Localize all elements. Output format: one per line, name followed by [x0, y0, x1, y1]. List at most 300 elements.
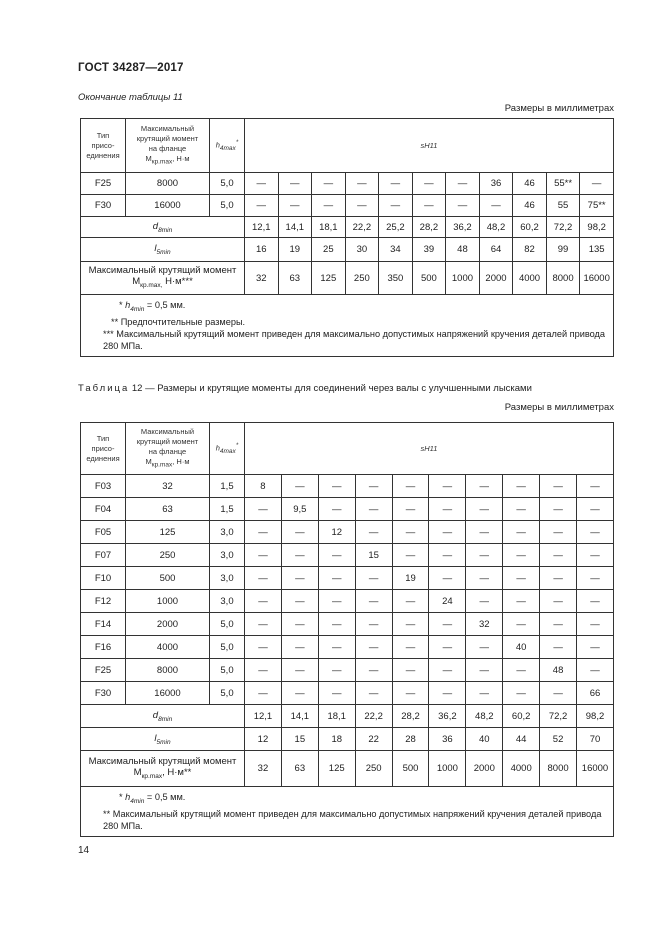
value-cell: 125 — [312, 262, 346, 295]
type-cell: F30 — [81, 682, 126, 705]
value-cell: — — [577, 659, 614, 682]
value-cell: — — [345, 195, 379, 217]
value-cell: — — [245, 173, 279, 195]
value-cell: — — [245, 498, 282, 521]
note-text: = 0,5 мм. — [144, 300, 186, 310]
value-cell: 36,2 — [429, 705, 466, 728]
value-cell: 44 — [503, 728, 540, 751]
table12-notes — [81, 787, 614, 837]
sub: 4min — [130, 305, 145, 313]
value-cell: — — [312, 195, 346, 217]
table12 — [80, 422, 614, 837]
value-cell: — — [245, 195, 279, 217]
sub: 5min — [156, 738, 171, 746]
sym: h — [215, 443, 220, 453]
head-text — [126, 457, 209, 471]
sym: M — [145, 456, 152, 466]
note-1 — [85, 791, 609, 808]
value-cell: — — [355, 659, 392, 682]
value-cell: — — [446, 195, 480, 217]
sub: 5min — [156, 248, 171, 256]
type-cell: F04 — [81, 498, 126, 521]
value-cell: 48 — [540, 659, 577, 682]
head-text: единения — [86, 453, 120, 463]
value-cell: 55** — [546, 173, 580, 195]
head-text: присо- — [91, 140, 115, 150]
value-cell: 18,1 — [318, 705, 355, 728]
table-row — [81, 195, 614, 217]
sub: 8min — [158, 715, 173, 723]
value-cell: — — [318, 613, 355, 636]
note-mark: * — [119, 792, 126, 802]
unit: , Н·м — [172, 153, 190, 163]
value-cell: 46 — [513, 173, 547, 195]
value-cell: — — [503, 544, 540, 567]
value-cell: — — [355, 567, 392, 590]
value-cell: — — [429, 544, 466, 567]
table11-notes — [81, 295, 614, 357]
value-cell: 18,1 — [312, 217, 346, 238]
type-cell: F03 — [81, 475, 126, 498]
value-cell: — — [392, 613, 429, 636]
value-cell: 22,2 — [345, 217, 379, 238]
value-cell: — — [281, 636, 318, 659]
table-row — [81, 544, 614, 567]
type-cell: F25 — [81, 173, 126, 195]
sym: M — [133, 766, 142, 778]
head-text: Максимальный — [140, 426, 195, 436]
value-cell: — — [281, 682, 318, 705]
h4max-cell: 3,0 — [210, 544, 245, 567]
value-cell: 8000 — [540, 751, 577, 787]
value-cell: 350 — [379, 262, 413, 295]
head-text: крутящий момент — [136, 436, 199, 446]
value-cell: 15 — [355, 544, 392, 567]
value-cell: 1000 — [429, 751, 466, 787]
table11-d8-row — [81, 217, 614, 238]
value-cell: — — [540, 682, 577, 705]
caption-prefix: Таблица — [78, 383, 130, 394]
value-cell: — — [577, 475, 614, 498]
sym: M — [132, 276, 141, 288]
value-cell: — — [245, 567, 282, 590]
value-cell: — — [577, 567, 614, 590]
d8-label — [81, 217, 245, 238]
head-text — [126, 154, 209, 168]
value-cell: — — [540, 590, 577, 613]
sym: h — [215, 140, 220, 150]
value-cell: — — [318, 498, 355, 521]
value-cell: — — [281, 544, 318, 567]
value-cell: 32 — [245, 751, 282, 787]
value-cell: 63 — [278, 262, 312, 295]
table11-continuation-label: Окончание таблицы 11 — [78, 92, 183, 103]
value-cell: 55 — [546, 195, 580, 217]
d8-label — [81, 705, 245, 728]
torque-cell: 500 — [126, 567, 210, 590]
table-row — [81, 682, 614, 705]
torque-cell: 32 — [126, 475, 210, 498]
value-cell: — — [355, 613, 392, 636]
value-cell: 70 — [577, 728, 614, 751]
h4max-cell: 3,0 — [210, 567, 245, 590]
value-cell: — — [392, 682, 429, 705]
value-cell: 72,2 — [546, 217, 580, 238]
value-cell: 72,2 — [540, 705, 577, 728]
value-cell: — — [503, 498, 540, 521]
value-cell: — — [466, 521, 503, 544]
value-cell: 8 — [245, 475, 282, 498]
sym: l — [154, 732, 157, 744]
note-2: ** Предпочтительные размеры. — [111, 316, 246, 327]
note-1 — [85, 299, 609, 316]
head-text: присо- — [91, 443, 115, 453]
value-cell: — — [577, 544, 614, 567]
sub: кр.max, — [140, 281, 163, 289]
value-cell: 12 — [318, 521, 355, 544]
mark: * — [235, 139, 239, 146]
torque-cell: 250 — [126, 544, 210, 567]
value-cell: 24 — [429, 590, 466, 613]
document-header: ГОСТ 34287—2017 — [78, 62, 184, 74]
value-cell: — — [503, 521, 540, 544]
value-cell: — — [392, 659, 429, 682]
value-cell: 22 — [355, 728, 392, 751]
value-cell: — — [503, 682, 540, 705]
table12-units: Размеры в миллиметрах — [504, 402, 614, 413]
value-cell: — — [503, 590, 540, 613]
value-cell: — — [318, 475, 355, 498]
col-header-sh11: sH11 — [245, 119, 614, 173]
value-cell: — — [355, 590, 392, 613]
value-cell: — — [540, 567, 577, 590]
table-row — [81, 567, 614, 590]
value-cell: — — [412, 173, 446, 195]
value-cell: 40 — [503, 636, 540, 659]
value-cell: 25,2 — [379, 217, 413, 238]
value-cell: 250 — [355, 751, 392, 787]
note-3: *** Максимальный крутящий момент приведен для максимально допустимых напряжений кручения деталей привода 280 МПа. — [103, 328, 606, 351]
h4max-cell: 3,0 — [210, 521, 245, 544]
sym: M — [145, 153, 152, 163]
value-cell: — — [540, 636, 577, 659]
type-cell: F14 — [81, 613, 126, 636]
value-cell: 19 — [278, 238, 312, 262]
value-cell: 48,2 — [466, 705, 503, 728]
value-cell: 22,2 — [355, 705, 392, 728]
value-cell: 60,2 — [503, 705, 540, 728]
value-cell: 125 — [318, 751, 355, 787]
value-cell: — — [466, 682, 503, 705]
table12-body — [81, 475, 614, 705]
type-cell: F25 — [81, 659, 126, 682]
table-row — [81, 173, 614, 195]
value-cell: 12,1 — [245, 705, 282, 728]
value-cell: 39 — [412, 238, 446, 262]
table11-mk-row — [81, 262, 614, 295]
value-cell: 28,2 — [392, 705, 429, 728]
value-cell: 19 — [392, 567, 429, 590]
table12-mk-row — [81, 751, 614, 787]
value-cell: 60,2 — [513, 217, 547, 238]
sub: кр.max — [151, 461, 173, 469]
col-header-h4max — [210, 423, 245, 475]
value-cell: — — [318, 544, 355, 567]
head-text: Максимальный — [140, 123, 195, 133]
value-cell: — — [281, 475, 318, 498]
page-number: 14 — [78, 845, 90, 856]
value-cell: — — [429, 682, 466, 705]
table11-units: Размеры в миллиметрах — [504, 103, 614, 114]
value-cell: — — [412, 195, 446, 217]
value-cell: 46 — [513, 195, 547, 217]
table-row — [81, 521, 614, 544]
h4max-cell: 5,0 — [210, 195, 245, 217]
value-cell: 15 — [281, 728, 318, 751]
value-cell: 8000 — [546, 262, 580, 295]
value-cell: 135 — [580, 238, 614, 262]
value-cell: 82 — [513, 238, 547, 262]
sym: h — [125, 792, 131, 802]
value-cell: — — [577, 521, 614, 544]
l5-label — [81, 238, 245, 262]
col-header-sh11: sH11 — [245, 423, 614, 475]
value-cell: — — [580, 173, 614, 195]
value-cell: 12,1 — [245, 217, 279, 238]
type-cell: F05 — [81, 521, 126, 544]
col-header-type — [81, 119, 126, 173]
value-cell: 28,2 — [412, 217, 446, 238]
value-cell: — — [278, 195, 312, 217]
value-cell: — — [577, 498, 614, 521]
torque-cell: 1000 — [126, 590, 210, 613]
value-cell: — — [379, 173, 413, 195]
value-cell: 12 — [245, 728, 282, 751]
h4max-cell: 5,0 — [210, 682, 245, 705]
value-cell: — — [466, 567, 503, 590]
unit: , Н·м — [172, 456, 190, 466]
table-row — [81, 659, 614, 682]
value-cell: — — [429, 636, 466, 659]
value-cell: — — [429, 475, 466, 498]
value-cell: 66 — [577, 682, 614, 705]
value-cell: 52 — [540, 728, 577, 751]
value-cell: — — [429, 521, 466, 544]
value-cell: — — [245, 636, 282, 659]
table12-l5-row — [81, 728, 614, 751]
torque-cell: 8000 — [126, 659, 210, 682]
torque-cell: 16000 — [126, 195, 210, 217]
value-cell: — — [466, 544, 503, 567]
h4max-cell: 5,0 — [210, 173, 245, 195]
value-cell: — — [577, 613, 614, 636]
value-cell: — — [245, 613, 282, 636]
value-cell: 16000 — [580, 262, 614, 295]
value-cell: — — [503, 475, 540, 498]
sub: кр.max — [141, 772, 163, 780]
value-cell: — — [540, 498, 577, 521]
value-cell: 500 — [392, 751, 429, 787]
value-cell: 32 — [245, 262, 279, 295]
head-text: Тип — [96, 130, 110, 140]
h4max-cell: 3,0 — [210, 590, 245, 613]
table12-header-row — [81, 423, 614, 475]
table12-caption — [78, 383, 532, 394]
value-cell: — — [429, 659, 466, 682]
note-2: ** Максимальный крутящий момент приведен для максимально допустимых напряжений кручения деталей привода 280 МПа. — [103, 808, 602, 831]
table-row — [81, 498, 614, 521]
value-cell: — — [577, 590, 614, 613]
value-cell: 250 — [345, 262, 379, 295]
h4max-cell: 5,0 — [210, 659, 245, 682]
value-cell: 25 — [312, 238, 346, 262]
value-cell: — — [245, 659, 282, 682]
value-cell: — — [355, 521, 392, 544]
table11-header-row — [81, 119, 614, 173]
value-cell: 40 — [466, 728, 503, 751]
table-row — [81, 636, 614, 659]
value-cell: 18 — [318, 728, 355, 751]
value-cell: 99 — [546, 238, 580, 262]
torque-cell: 8000 — [126, 173, 210, 195]
value-cell: — — [281, 521, 318, 544]
value-cell: 63 — [281, 751, 318, 787]
value-cell: 98,2 — [580, 217, 614, 238]
value-cell: — — [245, 682, 282, 705]
value-cell: — — [540, 475, 577, 498]
value-cell: 9,5 — [281, 498, 318, 521]
value-cell: — — [245, 544, 282, 567]
table12-d8-row — [81, 705, 614, 728]
h4max-cell: 1,5 — [210, 498, 245, 521]
l5-label — [81, 728, 245, 751]
mk-line2 — [81, 767, 244, 782]
value-cell: 36,2 — [446, 217, 480, 238]
torque-cell: 2000 — [126, 613, 210, 636]
unit: , Н·м** — [162, 766, 192, 778]
type-cell: F07 — [81, 544, 126, 567]
value-cell: — — [355, 498, 392, 521]
value-cell: — — [281, 659, 318, 682]
value-cell: — — [503, 567, 540, 590]
value-cell: — — [429, 498, 466, 521]
torque-cell: 16000 — [126, 682, 210, 705]
value-cell: — — [446, 173, 480, 195]
mk-label — [81, 262, 245, 295]
value-cell: — — [355, 475, 392, 498]
value-cell: 500 — [412, 262, 446, 295]
value-cell: — — [466, 590, 503, 613]
head-text: крутящий момент — [136, 133, 199, 143]
value-cell: 75** — [580, 195, 614, 217]
value-cell: 16 — [245, 238, 279, 262]
table-row — [81, 475, 614, 498]
note-mark: * — [119, 300, 126, 310]
head-text: на фланце — [148, 143, 187, 153]
value-cell: — — [245, 521, 282, 544]
type-cell: F30 — [81, 195, 126, 217]
sub: 4max — [219, 145, 236, 152]
mark: * — [235, 442, 239, 449]
value-cell: 64 — [479, 238, 513, 262]
value-cell: — — [392, 521, 429, 544]
head-text: на фланце — [148, 446, 187, 456]
sym: d — [152, 709, 159, 721]
torque-cell: 4000 — [126, 636, 210, 659]
head-text: единения — [86, 150, 120, 160]
value-cell: 36 — [429, 728, 466, 751]
value-cell: 2000 — [479, 262, 513, 295]
value-cell: — — [281, 613, 318, 636]
table-row — [81, 590, 614, 613]
value-cell: — — [281, 590, 318, 613]
value-cell: — — [355, 682, 392, 705]
sub: кр.max — [151, 158, 173, 166]
value-cell: 1000 — [446, 262, 480, 295]
mk-line1: Максимальный крутящий момент — [88, 755, 237, 767]
torque-cell: 125 — [126, 521, 210, 544]
h4max-cell: 5,0 — [210, 636, 245, 659]
value-cell: — — [466, 659, 503, 682]
value-cell: 34 — [379, 238, 413, 262]
value-cell: — — [466, 498, 503, 521]
value-cell: — — [392, 544, 429, 567]
value-cell: 16000 — [577, 751, 614, 787]
value-cell: 14,1 — [281, 705, 318, 728]
type-cell: F12 — [81, 590, 126, 613]
value-cell: — — [540, 613, 577, 636]
value-cell: — — [318, 682, 355, 705]
sym: h — [125, 300, 131, 310]
value-cell: 14,1 — [278, 217, 312, 238]
value-cell: 48,2 — [479, 217, 513, 238]
value-cell: — — [503, 659, 540, 682]
value-cell: — — [392, 636, 429, 659]
value-cell: — — [281, 567, 318, 590]
sym: d — [152, 220, 159, 232]
value-cell: — — [466, 636, 503, 659]
sym: l — [154, 243, 157, 255]
value-cell: 48 — [446, 238, 480, 262]
value-cell: — — [318, 567, 355, 590]
h4max-cell: 1,5 — [210, 475, 245, 498]
value-cell: — — [466, 475, 503, 498]
col-header-torque — [126, 423, 210, 475]
value-cell: — — [392, 590, 429, 613]
value-cell: 36 — [479, 173, 513, 195]
col-header-h4max — [210, 119, 245, 173]
sub: 8min — [158, 226, 173, 234]
value-cell: — — [540, 521, 577, 544]
mk-line1: Максимальный крутящий момент — [88, 265, 237, 277]
head-text: Тип — [96, 433, 110, 443]
mk-label — [81, 751, 245, 787]
type-cell: F10 — [81, 567, 126, 590]
value-cell: — — [392, 498, 429, 521]
table11 — [80, 118, 614, 357]
caption-text: 12 — Размеры и крутящие моменты для соединений через валы с улучшенными лысками — [129, 383, 532, 394]
value-cell: — — [429, 567, 466, 590]
value-cell: — — [312, 173, 346, 195]
value-cell: — — [278, 173, 312, 195]
value-cell: — — [245, 590, 282, 613]
value-cell: 30 — [345, 238, 379, 262]
value-cell: — — [345, 173, 379, 195]
value-cell: 4000 — [503, 751, 540, 787]
value-cell: 32 — [466, 613, 503, 636]
col-header-type — [81, 423, 126, 475]
unit: Н·м*** — [162, 276, 193, 288]
